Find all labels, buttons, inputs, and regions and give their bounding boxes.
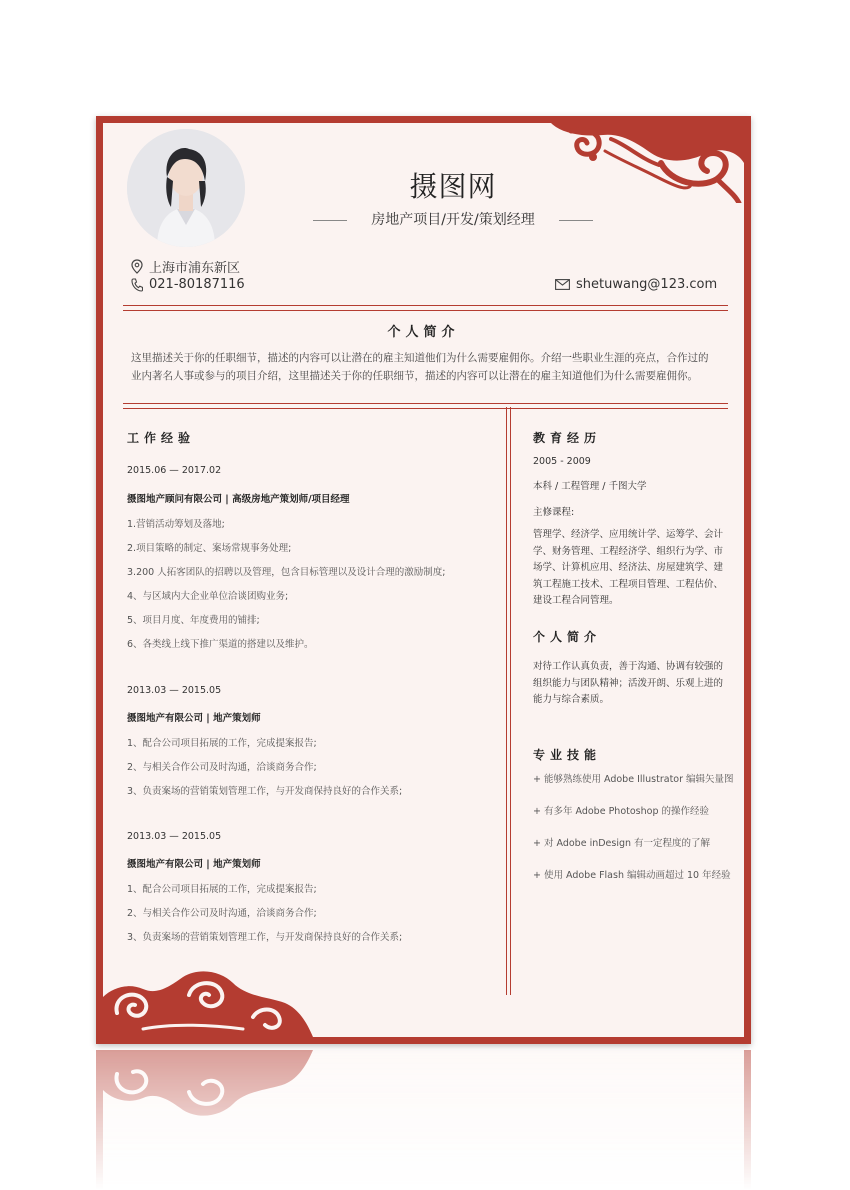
avatar (127, 129, 245, 247)
profile-heading: 个人简介 (533, 630, 602, 644)
job-2-company: 摄图地产有限公司 | 地产策划师 (127, 713, 261, 724)
mail-icon (555, 279, 570, 290)
phone-icon (131, 278, 143, 292)
skills-heading: 专业技能 (533, 748, 602, 762)
job-3-item: 2、与相关合作公司及时沟通，洽谈商务合作; (127, 908, 317, 919)
cloud-ornament-reflection (103, 1050, 313, 1120)
job-3-company: 摄图地产有限公司 | 地产策划师 (127, 859, 261, 870)
portrait-photo (127, 129, 245, 247)
candidate-name: 摄图网 (409, 170, 497, 203)
education-heading: 教育经历 (533, 431, 602, 445)
address-row (131, 257, 240, 276)
job-2-item: 3、负责案场的营销策划管理工作，与开发商保持良好的合作关系; (127, 786, 403, 797)
profile-text: 对待工作认真负责，善于沟通、协调有较强的组织能力与团队精神；活泼开朗、乐观上进的能力与综合素质。 (533, 661, 724, 705)
phone-text: 021-80187116 (149, 277, 245, 292)
email-row[interactable] (555, 277, 717, 292)
job-1-item: 6、各类线上线下推广渠道的搭建以及维护。 (127, 639, 314, 650)
job-1-item: 5、项目月度、年度费用的铺排; (127, 615, 260, 626)
divider-top (123, 305, 728, 311)
cloud-ornament-bottom-left (103, 967, 313, 1037)
job-title-row (303, 209, 603, 229)
title-dash-right (559, 220, 593, 221)
reflection-paper (103, 1050, 744, 1190)
skill-item: + 能够熟练使用 Adobe Illustrator 编辑矢量图 (533, 774, 734, 785)
title-dash-left (313, 220, 347, 221)
work-heading: 工作经验 (127, 431, 196, 445)
skill-item: + 对 Adobe inDesign 有一定程度的了解 (533, 838, 711, 849)
job-1-item: 1.营销活动筹划及落地; (127, 519, 225, 530)
intro-heading: 个人简介 (387, 325, 460, 340)
education-degree: 本科 / 工程管理 / 千图大学 (533, 481, 647, 492)
job-3-item: 3、负责案场的营销策划管理工作，与开发商保持良好的合作关系; (127, 932, 403, 943)
job-2-item: 2、与相关合作公司及时沟通，洽谈商务合作; (127, 762, 317, 773)
location-pin-icon (131, 259, 143, 274)
job-2-period: 2013.03 — 2015.05 (127, 685, 222, 696)
reflection-sheet (96, 1050, 751, 1190)
education-period: 2005 - 2009 (533, 456, 591, 467)
job-1-company: 摄图地产顾问有限公司 | 高级房地产策划师/项目经理 (127, 494, 350, 505)
sheet-reflection (96, 1050, 751, 1190)
job-3-item: 1、配合公司项目拓展的工作，完成提案报告; (127, 884, 317, 895)
skill-item: + 使用 Adobe Flash 编辑动画超过 10 年经验 (533, 870, 731, 881)
email-text[interactable]: shetuwang@123.com (576, 277, 718, 292)
job-1-item: 4、与区域内大企业单位洽谈团购业务; (127, 591, 289, 602)
job-1-period: 2015.06 — 2017.02 (127, 465, 222, 476)
resume-sheet (96, 116, 751, 1044)
job-2-item: 1、配合公司项目拓展的工作，完成提案报告; (127, 738, 317, 749)
job-title: 房地产项目/开发/策划经理 (371, 212, 535, 228)
resume-paper (103, 123, 744, 1037)
job-1-item: 3.200 人拓客团队的招聘以及管理，包含目标管理以及设计合理的激励制度; (127, 567, 446, 578)
skill-item: + 有多年 Adobe Photoshop 的操作经验 (533, 806, 710, 817)
courses-list: 管理学、经济学、应用统计学、运筹学、会计学、财务管理、工程经济学、组织行为学、市场学、计算机应用、经济法、房屋建筑学、建筑工程施工技术、工程项目管理、工程估价、建设工程合同管理。 (533, 529, 724, 606)
address-text: 上海市浦东新区 (149, 261, 241, 276)
intro-text: 这里描述关于你的任职细节，描述的内容可以让潜在的雇主知道他们为什么需要雇佣你。介绍一些职业生涯的亮点，合作过的业内著名人事或参与的项目介绍，这里描述关于你的任职细节，描述的内容可以让潜在的雇主知道他们为什么需要雇佣你。 (131, 352, 709, 382)
job-3-period: 2013.03 — 2015.05 (127, 831, 222, 842)
courses-label: 主修课程: (533, 507, 575, 518)
column-divider (506, 407, 511, 995)
divider-middle (123, 403, 728, 409)
job-1-item: 2.项目策略的制定、案场常规事务处理; (127, 543, 292, 554)
phone-row (131, 277, 245, 292)
